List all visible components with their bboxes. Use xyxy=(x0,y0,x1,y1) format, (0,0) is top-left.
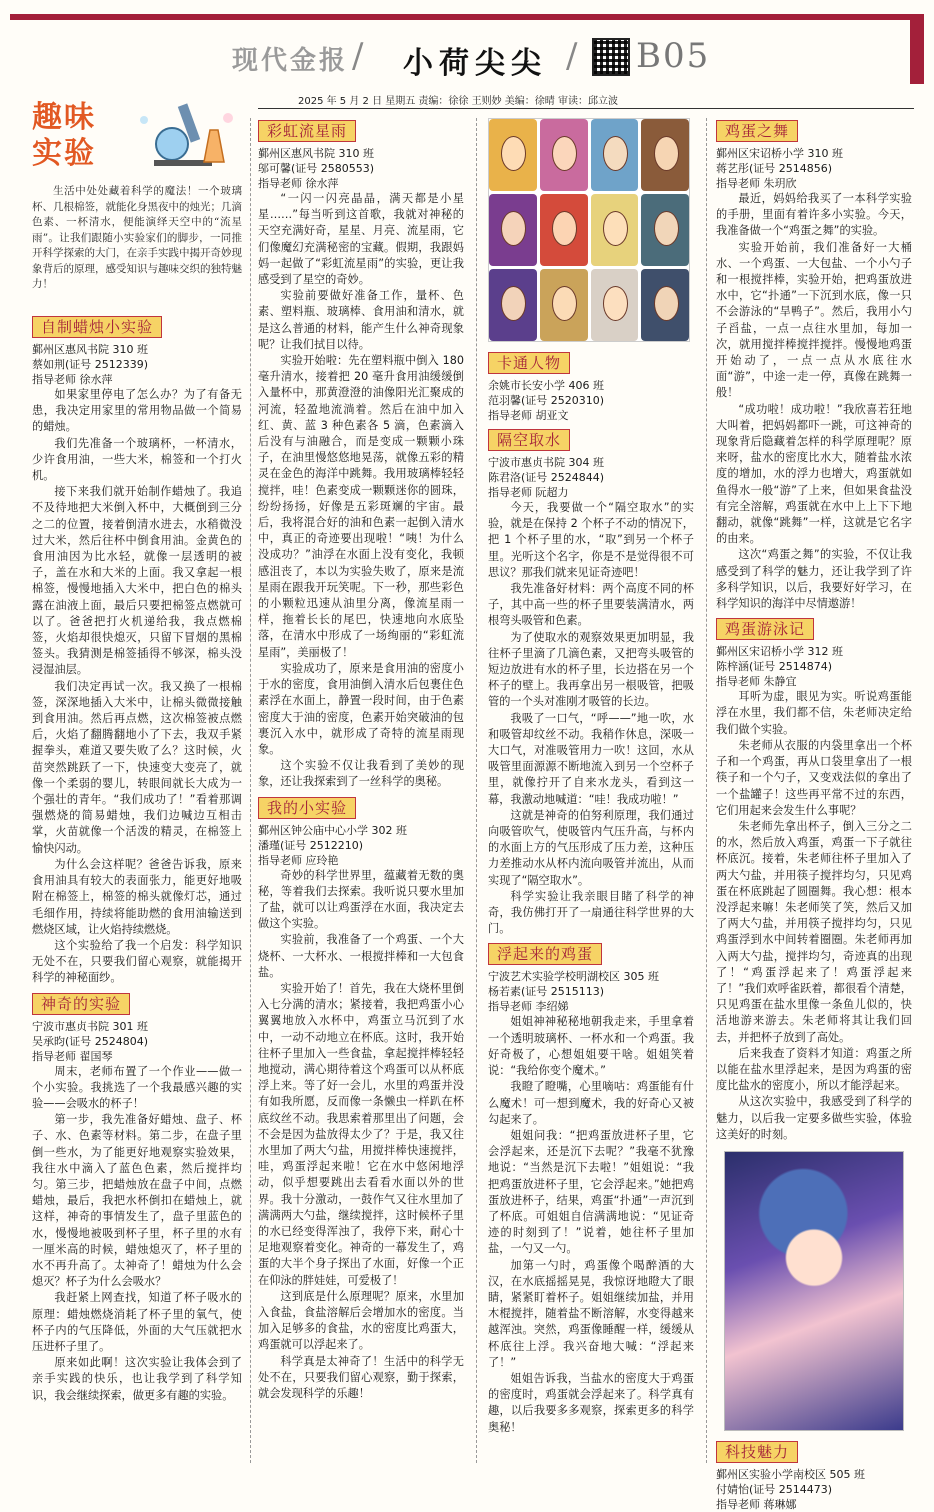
article-school: 余姚市长安小学 406 班 xyxy=(488,379,604,392)
article-school: 鄞州区宋诏桥小学 310 班 xyxy=(716,147,843,160)
article-teacher: 指导老师 徐水萍 xyxy=(258,177,339,190)
article-paragraph: 耳听为虚，眼见为实。听说鸡蛋能浮在水里，我们都不信，朱老师决定给我们做个实验。 xyxy=(716,690,912,736)
section-title: 小荷尖尖 xyxy=(403,46,547,81)
article-author: 范羽馨(证号 2520310) xyxy=(488,394,605,407)
article-cartoon xyxy=(488,346,694,423)
article-author: 蔡如荆(证号 2512339) xyxy=(32,358,149,371)
article-paragraph: 姐姐神神秘秘地朝我走来，手里拿着一个透明玻璃杯、一杯水和一个鸡蛋。我好奇极了，心想姐姐要干啥。姐姐笑着说：“我给你变个魔术。” xyxy=(488,1015,694,1078)
article-author: 邬可馨(证号 2580553) xyxy=(258,162,375,175)
top-frame-bar xyxy=(10,14,924,20)
article-paragraph: 这就是神奇的伯努利原理，我们通过向吸管吹气，使吸管内气压升高，与杯内的水面上方的气压形成了压力差，这种压力差推动水从杯内流向吸管并流出，从而实现了“隔空取水”。 xyxy=(488,808,694,887)
article-paragraph: 实验开始前，我们准备好一大桶水、一个鸡蛋、一大包盐、一个小勺子和一根搅拌棒，实验开始，把鸡蛋放进水中，它“扑通”一下沉到水底，像一只不会游泳的“旱鸭子”。然后，我用小勺子舀盐，一点一点往水里加，每加一次，就用搅拌棒搅拌搅拌。慢慢地鸡蛋开始动了，一点一点从水底往水面“游”，中途一走一停，真像在跳舞一般！ xyxy=(716,240,912,400)
article-paragraph: 实验开始了！首先，我在大烧杯里倒入七分满的清水；紧接着，我把鸡蛋小心翼翼地放入水杯中，鸡蛋立马沉到了水中，一动不动地立在杯底。这时，我开始往杯子里加入一些食盐，拿起搅拌棒轻轻地搅动，满心期待着这个鸡蛋可以从杯底浮上来。等了好一会儿，水里的鸡蛋并没有如我所愿，反而像一条懒虫一样趴在杯底纹丝不动。我思索着那里出了问题，会不会是因为盐放得太少了？于是，我又往水里加了两大勺盐，用搅拌棒快速搅拌，哇，鸡蛋浮起来啦！它在水中悠闲地浮动，似乎想要跳出去看看水面以外的世界。我十分激动，一鼓作气又往水里加了满满两大勺盐，继续搅拌，这时候杯子里的水已经变得浑浊了，我停下来，耐心十足地观察着变化。神奇的一幕发生了，鸡蛋的大半个身子探出了水面，好像一个正在仰泳的胖娃娃，可爱极了！ xyxy=(258,981,464,1287)
article-paragraph: 我赶紧上网查找，知道了杯子吸水的原理：蜡烛燃烧消耗了杯子里的氧气，使杯子内的气压降低，外面的大气压就把水压进杯子里了。 xyxy=(32,1291,242,1353)
article-paragraph: 今天，我要做一个“隔空取水”的实验，就是在保持 2 个杯子不动的情况下，把 1 个杯子里的水，“取”到另一个杯子里。光听这个名字，你是不是觉得很不可思议？那我们就来见证奇迹吧！ xyxy=(488,501,694,579)
article-author: 蒋艺彤(证号 2514856) xyxy=(716,162,833,175)
article-author: 潘瑾(证号 2512210) xyxy=(258,838,364,852)
article-paragraph: 为了使取水的观察效果更加明显，我往杯子里滴了几滴色素，又把弯头吸管的短边放进有水的杯子里，长边搭在另一个杯子的壁上。我再拿出另一根吸管，把吸管的一个头对准刚才吸管的长边。 xyxy=(488,630,694,709)
article-paragraph: 姐姐问我：“把鸡蛋放进杯子里，它会浮起来，还是沉下去呢？”我毫不犹豫地说：“当然是沉下去啦！”姐姐说：“我把鸡蛋放进杯子里，它会浮起来。”她把鸡蛋放进杯子，结果，鸡蛋“扑通”一声沉到了杯底。可姐姐自信满满地说：“见证奇迹的时刻到了！”说着，她往杯子里加盐，一勺又一勺。 xyxy=(488,1128,694,1256)
column-divider xyxy=(706,118,707,1463)
article-egg-dance xyxy=(716,118,912,612)
article-paragraph: 第一步，我先准备好蜡烛、盘子、杯子、水、色素等材料。第二步，在盘子里倒一些水，为了能更好地观察实验效果，我往水中滴入了蓝色色素，然后搅拌均匀。第三步，把蜡烛放在盘子中间，点燃蜡烛，最后，我把水杯倒扣在蜡烛上，就这样，神奇的事情发生了，盘子里蓝色的水，慢慢地被吸到杯子里，杯子里的水有一厘米高的时候，蜡烛熄灭了，杯子里的水不再升高了。太神奇了！蜡烛为什么会熄灭？杯子为什么会吸水？ xyxy=(32,1113,242,1289)
article-school: 鄞州区惠风书院 310 班 xyxy=(32,343,148,356)
article-title: 鸡蛋之舞 xyxy=(716,120,798,142)
article-title: 隔空取水 xyxy=(488,429,570,451)
article-paragraph: 实验前，我准备了一个鸡蛋、一个大烧杯、一大杯水、一根搅拌棒和一大包食盐。 xyxy=(258,933,464,979)
article-paragraph: “成功啦！成功啦！”我欣喜若狂地大叫着，把妈妈都吓一跳，可这神奇的现象背后隐藏着怎样的科学原理呢？原来呀，盐水的密度比水大，随着盐水浓度的增加，水的浮力也增大，鸡蛋就如鱼得水一般“游”了上来，但如果食盐没有完全溶解，鸡蛋就在水中上上下下地翻动，就像“跳舞”一样，这就是它名字的由来。 xyxy=(716,402,912,546)
article-paragraph: 姐姐告诉我，当盐水的密度大于鸡蛋的密度时，鸡蛋就会浮起来了。科学真有趣，以后我要多多观察，探索更多的科学奥秘！ xyxy=(488,1371,694,1434)
header-rule xyxy=(258,108,914,109)
article-title: 自制蜡烛小实验 xyxy=(32,316,162,338)
article-paragraph: 周末，老师布置了一个作业——做一个小实验。我挑选了一个我最感兴趣的实验——会吸水的杯子！ xyxy=(32,1064,242,1110)
article-floating-egg xyxy=(488,937,694,1435)
article-school: 鄞州区钟公庙中心小学 302 班 xyxy=(258,823,407,837)
article-teacher: 指导老师 蒋琳娜 xyxy=(716,1497,797,1511)
article-paragraph: 接下来我们就开始制作蜡烛了。我追不及待地把大米倒入杯中，大概倒到三分之二的位置，接着倒清水进去，水稍微没过大米，然后往杯中倒食用油。金黄色的食用油因为比水轻，就像一层透明的被子，盖在水和大米的上面。我又拿起一根棉签，慢慢地插入大米中，把白色的棉头露在油液上面，最后只要把棉签点燃就可以了。爸爸把打火机递给我，我点燃棉签，火焰却很快熄灭，只留下冒烟的黑棉签头。我猜测是棉签插得不够深，棉头没浸湿油层。 xyxy=(32,485,242,677)
article-paragraph: 我瞪了瞪嘴，心里嘀咕：鸡蛋能有什么魔术！可一想到魔术，我的好奇心又被勾起来了。 xyxy=(488,1080,694,1126)
article-candle xyxy=(32,310,242,987)
issue-info: 2025 年 5 月 2 日 星期五 责编：徐徐 王则妙 美编：徐晴 审读：邱立波 xyxy=(298,96,618,107)
paper-name: 现代金报 xyxy=(232,46,349,76)
article-paragraph: 如果家里停电了怎么办？为了有备无患，我决定用家里的常用物品做一个简易的蜡烛。 xyxy=(32,388,242,434)
article-author: 吴承昀(证号 2524804) xyxy=(32,1034,149,1048)
article-title: 卡通人物 xyxy=(488,352,570,374)
article-paragraph: 这到底是什么原理呢？原来，水里加入食盐，食盐溶解后会增加水的密度。当加入足够多的食盐，水的密度比鸡蛋大，鸡蛋就可以浮起来了。 xyxy=(258,1289,464,1352)
article-teacher: 指导老师 徐水萍 xyxy=(32,373,113,386)
article-teacher: 指导老师 朱玥欣 xyxy=(716,177,797,190)
article-paragraph: 实验开始啦：先在塑料瓶中倒入 180 毫升清水，接着把 20 毫升食用油缓缓倒入量杯中，那黄澄澄的油像阳光汇聚成的河流，轻盈地流淌着。然后在油中加入红、黄、蓝 3 种色素各 5 滴，色素滴入后没有与油融合，而是变成一颗颗小珠子，在油里慢悠悠地晃荡，就像五彩的精灵在金色的海洋中跳舞。我用玻璃棒轻轻搅拌，哇！色素变成一颗颗迷你的圆珠，纷纷扬扬，好像是五彩斑斓的宇宙。最后，我将混合好的油和色素一起倒入清水中，真正的奇迹要出现啦！“咦！为什么没成功？”油浮在水面上没有变化，我顿感沮丧了，本以为实验失败了，原来是流星雨在跟我开玩笑呢。下一秒，那些彩色的小颗粒迅速从油里分离，像流星雨一样，拖着长长的尾巴，快速地向水底坠落，在清水中形成了一场绚丽的“彩虹流星雨”，美丽极了！ xyxy=(258,354,464,659)
article-school: 鄞州区惠风书院 310 班 xyxy=(258,147,374,160)
article-paragraph: 原来如此啊！这次实验让我体会到了亲手实践的快乐，也让我学到了科学知识，我会继续探索，做更多有趣的实验。 xyxy=(32,1356,242,1402)
article-teacher: 指导老师 阮超力 xyxy=(488,486,569,499)
article-paragraph: 为什么会这样呢？爸爸告诉我，原来食用油具有较大的表面张力，能更好地吸附在棉签上，棉签的棉头就像灯芯，通过毛细作用，持续将能助燃的食用油输送到燃烧区域，让火焰持续燃烧。 xyxy=(32,857,242,936)
article-title: 我的小实验 xyxy=(258,797,356,819)
article-author: 陈梓涵(证号 2514874) xyxy=(716,660,833,674)
article-school: 鄞州区实验小学南校区 505 班 xyxy=(716,1467,865,1481)
article-title: 浮起来的鸡蛋 xyxy=(488,943,602,965)
article-paragraph: 奇妙的科学世界里，蕴藏着无数的奥秘，等着我们去探索。我听说只要水里加了盐，就可以让鸡蛋浮在水面，我决定去做这个实验。 xyxy=(258,868,464,931)
article-author: 陈君洛(证号 2524844) xyxy=(488,471,605,484)
article-paragraph: 我先准备好材料：两个高度不同的杯子，其中高一些的杯子里要装满清水，两根弯头吸管和色素。 xyxy=(488,582,694,628)
article-title: 鸡蛋游泳记 xyxy=(716,618,814,640)
column-3 xyxy=(488,118,694,1470)
article-paragraph: “一闪一闪亮晶晶，满天都是小星星……”每当听到这首歌，我就对神秘的天空充满好奇，星星、月亮、流星雨，它们像魔幻充满秘密的宝藏。假期，我跟妈妈一起做了“彩虹流星雨”的实验，更让我感受到了星空的奇妙。 xyxy=(258,192,464,287)
article-egg-swim xyxy=(716,612,912,1143)
flask-icon xyxy=(124,100,242,178)
article-water-transfer xyxy=(488,423,694,937)
column-2 xyxy=(258,118,464,1470)
qr-code-icon xyxy=(592,38,630,76)
article-school: 鄞州区宋诏桥小学 312 班 xyxy=(716,645,843,659)
article-teacher: 指导老师 朱静宜 xyxy=(716,675,797,689)
article-paragraph: 从这次实验中，我感受到了科学的魅力，以后我一定要多做些实验，体验这美好的时刻。 xyxy=(716,1095,912,1141)
article-paragraph: 朱老师先拿出杯子，倒入三分之二的水，然后放入鸡蛋，鸡蛋一下子就往杯底沉。接着，朱老师往杯子里加入了两大勺盐，并用筷子搅拌均匀，只见鸡蛋在杯底跳起了圆圈舞。我心想：根本没浮起来嘛！朱老师笑了笑，然后又加了两大勺盐，并用筷子搅拌均匀，只见鸡蛋浮到水中间转着圈圈。朱老师再加入两大勺盐，搅拌均匀，奇迹真的出现了！“鸡蛋浮起来了！鸡蛋浮起来了！”我们欢呼雀跃着，都很看个清楚，只见鸡蛋在盐水里像一条鱼儿似的，快活地游来游去。朱老师将其让我们回去，并把杯子放到了高处。 xyxy=(716,819,912,1044)
article-teacher: 指导老师 胡亚文 xyxy=(488,409,569,422)
intro-text: 生活中处处藏着科学的魔法！一个玻璃杯、几根棉签，就能化身黑夜中的烛光；几滴色素、一杯清水，便能演绎天空中的“流星雨”。让我们跟随小实验家们的脚步，一同推开科学探索的大门，在亲手实践中揭开奇妙现象背后的原理，感受知识与趣味交织的独特魅力！ xyxy=(32,185,242,290)
article-paragraph: 科学实验让我亲眼目睹了科学的神奇，我仿佛打开了一扇通往科学世界的大门。 xyxy=(488,889,694,936)
intro-block xyxy=(32,100,242,310)
article-title: 神奇的实验 xyxy=(32,993,130,1015)
article-school: 宁波市惠贞书院 304 班 xyxy=(488,456,604,469)
column-divider xyxy=(250,118,251,1463)
column-divider xyxy=(476,118,477,1463)
article-rainbow-meteor xyxy=(258,118,464,791)
page-number: B05 xyxy=(636,36,711,76)
article-teacher: 指导老师 翟国琴 xyxy=(32,1049,113,1063)
article-paragraph: 我吸了一口气，“呼——”地一吹，水和吸管却纹丝不动。我稍作休息，深吸一大口气，对准吸管用力一吹！这回，水从吸管里面源源不断地流入到另一个空杯子里，就像拧开了自来水龙头，看到这一幕，我激动地喊道：“哇！我成功啦！” xyxy=(488,711,694,806)
article-teacher: 指导老师 李绍娣 xyxy=(488,1000,569,1014)
article-paragraph: 我们先准备一个玻璃杯，一杯清水，少许食用油，一些大米，棉签和一个打火机。 xyxy=(32,436,242,483)
article-school: 宁波艺术实验学校明湖校区 305 班 xyxy=(488,970,659,984)
article-paragraph: 科学真是太神奇了！生活中的科学无处不在，只要我们留心观察，勤于探索，就会发现科学的乐趣！ xyxy=(258,1354,464,1401)
article-my-experiment xyxy=(258,791,464,1403)
article-title: 彩虹流星雨 xyxy=(258,120,356,142)
cartoon-figures-painting xyxy=(488,118,690,342)
article-paragraph: 这个实验给了我一个启发：科学知识无处不在，只要我们留心观察，就能揭开科学的神秘面纱。 xyxy=(32,938,242,985)
article-school: 宁波市惠贞书院 301 班 xyxy=(32,1019,148,1033)
article-paragraph: 我们决定再试一次。我又换了一根棉签，深深地插入大米中，让棉头微微接触到食用油。然后再点燃，这次棉签被点燃后，火焰了翻腾翻地小了下去，我双手紧握拳头，难道又要失败了么？这时候，火苗突然跳跃了一下，快速变大变亮了，就像一个柔弱的婴儿，转眼间就长大成为一个强壮的青年。“我们成功了！”看着那调强燃烧的简易蜡烛，我们边喊边互相击掌，火苗就像一个活泼的精灵，在棉签上愉快闪动。 xyxy=(32,679,242,855)
article-paragraph: 朱老师从衣服的内袋里拿出一个杯子和一个鸡蛋，再从口袋里拿出了一根筷子和一个勺子，又变戏法似的拿出了一个盐罐子！这些再平常不过的东西，它们用起来会发生什么事呢？ xyxy=(716,738,912,817)
article-author: 付婧怡(证号 2514473) xyxy=(716,1482,833,1496)
intro-title: 趣味实验 xyxy=(32,100,96,171)
article-paragraph: 后来我查了资料才知道：鸡蛋之所以能在盐水里浮起来，是因为鸡蛋的密度比盐水的密度小，所以才能浮起来。 xyxy=(716,1046,912,1093)
article-teacher: 指导老师 应玲艳 xyxy=(258,853,339,867)
article-paragraph: 最近，妈妈给我买了一本科学实验的手册，里面有着许多小实验。今天，我准备做一个“鸡蛋之舞”的实验。 xyxy=(716,192,912,238)
column-4 xyxy=(716,118,912,1511)
scifi-girl-painting xyxy=(724,1151,904,1431)
article-paragraph: 实验成功了，原来是食用油的密度小于水的密度，食用油倒入清水后包裹住色素浮在水面上，静置一段时间，由于色素密度大于油的密度，色素开始突破油的包裹沉入水中，就形成了奇特的流星雨现象。 xyxy=(258,661,464,756)
article-paragraph: 这个实验不仅让我看到了美妙的现象，还让我探索到了一丝科学的奥秘。 xyxy=(258,759,464,789)
article-paragraph: 加第一勺时，鸡蛋像个喝醉酒的大汉，在水底摇摇晃晃，我惊讶地瞪大了眼睛，紧紧盯着杯子。姐姐继续加盐，并用木棍搅拌，随着盐不断溶解，水变得越来越浑浊。突然，鸡蛋像睡醒一样，缓缓从杯底往上浮。我兴奋地大喊：“浮起来了！” xyxy=(488,1258,694,1369)
article-magic-cup xyxy=(32,987,242,1404)
masthead-divider: / xyxy=(352,36,364,76)
article-author: 杨若素(证号 2515113) xyxy=(488,985,605,999)
masthead xyxy=(0,30,934,90)
article-tech-charm xyxy=(716,1435,912,1512)
masthead-divider: / xyxy=(566,36,578,76)
article-paragraph: 实验前要做好准备工作，量杯、色素、塑料瓶、玻璃棒、食用油和清水，就是这么普通的材料，能产生什么神奇现象呢？让我们拭目以待。 xyxy=(258,289,464,351)
article-title: 科技魅力 xyxy=(716,1441,798,1463)
article-paragraph: 这次“鸡蛋之舞”的实验，不仅让我感受到了科学的魅力，还让我学到了许多科学知识，以后，我要好好学习，在科学知识的海洋中尽情遨游！ xyxy=(716,548,912,611)
column-1 xyxy=(32,100,242,1470)
